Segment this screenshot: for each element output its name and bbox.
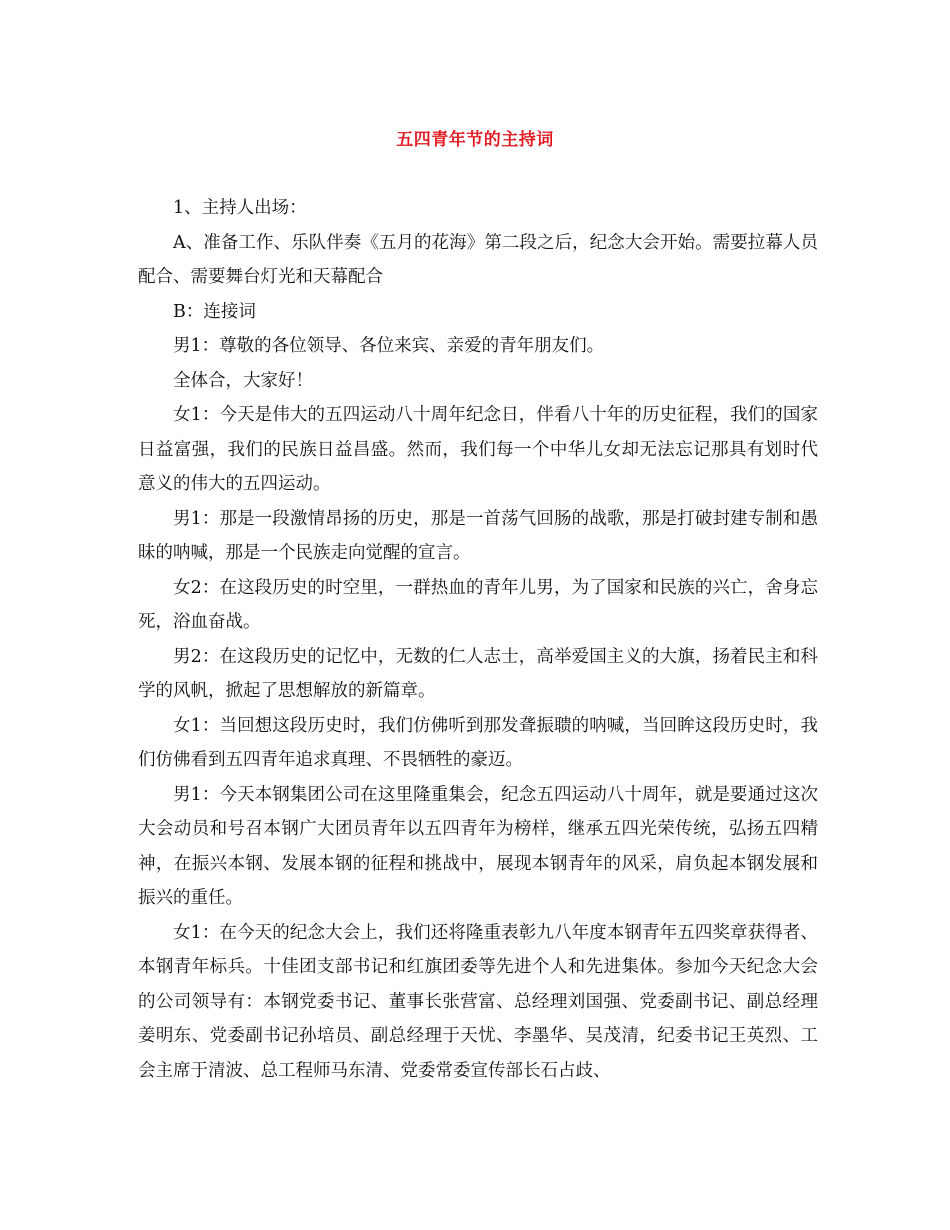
paragraph: 1、主持人出场： <box>173 198 307 218</box>
paragraph: 男1：尊敬的各位领导、各位来宾、亲爱的青年朋友们。 <box>173 336 605 356</box>
paragraph: 女1：在今天的纪念大会上，我们还将隆重表彰九八年度本钢青年五四奖章获得者、本钢青年标兵。十佳团支部书记和红旗团委等先进个人和先进集体。参加今天纪念大会的公司领导有：本钢党委书记、董事长张营富、总经理刘国强、党委副书记、副总经理姜明东、党委副书记孙培员、副总经理于天忧、李墨华、吴茂清，纪委书记王英烈、工会主席于清波、总工程师马东清、党委常委宣传部长石占歧、 <box>138 922 818 1081</box>
paragraph: 男1：那是一段激情昂扬的历史，那是一首荡气回肠的战歌，那是打破封建专制和愚昧的呐喊，那是一个民族走向觉醒的宣言。 <box>138 508 818 563</box>
paragraph: 女1：今天是伟大的五四运动八十周年纪念日，伴看八十年的历史征程，我们的国家日益富强，我们的民族日益昌盛。然而，我们每一个中华儿女却无法忘记那具有划时代意义的伟大的五四运动。 <box>138 405 818 494</box>
paragraph: 男2：在这段历史的记忆中，无数的仁人志士，高举爱国主义的大旗，扬着民主和科学的风帆，掀起了思想解放的新篇章。 <box>138 646 818 701</box>
paragraph: B：连接词 <box>173 301 256 322</box>
paragraph: 女1：当回想这段历史时，我们仿佛听到那发聋振聩的呐喊，当回眸这段历史时，我们仿佛看到五四青年追求真理、不畏牺牲的豪迈。 <box>138 715 818 770</box>
paragraph: 女2：在这段历史的时空里，一群热血的青年儿男，为了国家和民族的兴亡，舍身忘死，浴血奋战。 <box>138 577 818 632</box>
document-body <box>138 191 818 1088</box>
paragraph: A、准备工作、乐队伴奏《五月的花海》第二段之后，纪念大会开始。需要拉幕人员配合、需要舞台灯光和天幕配合 <box>138 232 818 287</box>
paragraph: 男1：今天本钢集团公司在这里隆重集会，纪念五四运动八十周年，就是要通过这次大会动员和号召本钢广大团员青年以五四青年为榜样，继承五四光荣传统，弘扬五四精神，在振兴本钢、发展本钢的征程和挑战中，展现本钢青年的风采，肩负起本钢发展和振兴的重任。 <box>138 784 818 908</box>
paragraph: 全体合，大家好！ <box>173 370 313 391</box>
document-title: 五四青年节的主持词 <box>396 130 554 150</box>
